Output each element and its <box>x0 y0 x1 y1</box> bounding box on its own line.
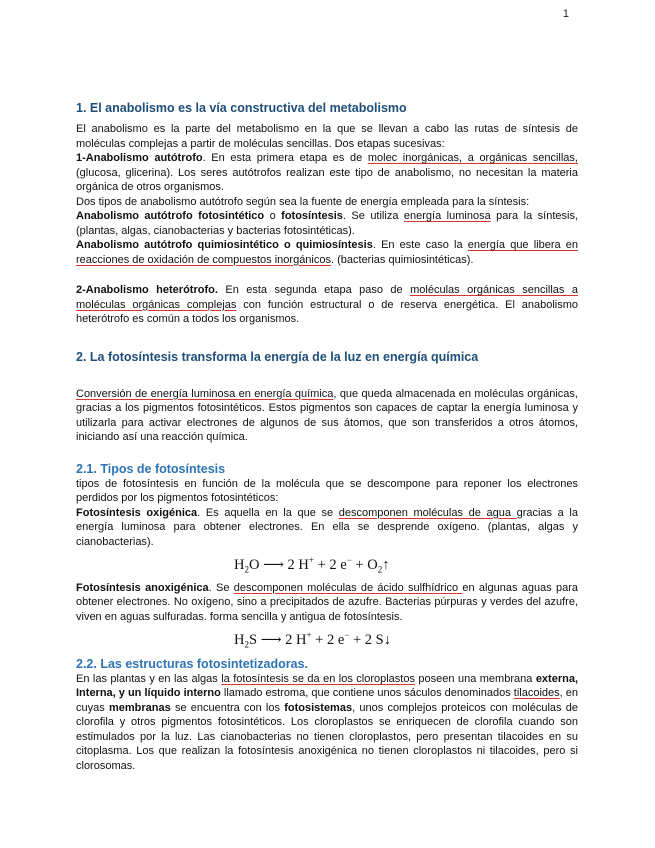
types-intro: tipos de fotosíntesis en función de la molécula que se descompone para reponer los electrones perdidos por los pigmentos fotosintéticos: <box>76 477 578 504</box>
page-number: 1 <box>562 8 569 20</box>
autotrophic-paragraph: 1-Anabolismo autótrofo. En esta primera etapa es de molec inorgánicas, a orgánicas sencillas, (glucosa, glicerina). Los seres autótrofos realizan este tipo de anabolismo, no necesitan la materia orgánica de otros organismos. <box>76 152 578 193</box>
underlined-text: descomponen moléculas de ácido sulfhídrico <box>233 581 463 594</box>
section-2-title: 2. La fotosíntesis transforma la energía de la luz en energía química <box>76 349 479 364</box>
photosynthetic-paragraph: Anabolismo autótrofo fotosintético o fotosíntesis. Se utiliza energía luminosa para la síntesis, (plantas, algas, cianobacterias y bacterias fotosintéticas). <box>76 210 578 237</box>
section-2-2-title: 2.2. Las estructuras fotosintetizadoras. <box>76 656 309 671</box>
heterotrophic-paragraph: 2-Anabolismo heterótrofo. En esta segunda etapa paso de moléculas orgánicas sencillas a moléculas orgánicas complejas con función estructural o de reserva energética. El anabolismo heterótrofo es común a todos los organismos. <box>76 284 578 325</box>
underlined-text: energía que libera en reacciones de oxidación de compuestos inorgánicos <box>76 239 578 266</box>
chemosynthetic-paragraph: Anabolismo autótrofo quimiosintético o quimiosíntesis. En este caso la energía que libera en reacciones de oxidación de compuestos inorgánicos. (bacterias quimiosintéticas). <box>76 239 578 266</box>
structures-paragraph: En las plantas y en las algas la fotosíntesis se da en los cloroplastos poseen una membrana externa, Interna, y un líquido interno llamado estroma, que contiene unos sáculos denominados tilacoides, en cuyas membranas se encuentra con los fotosistemas, unos complejos proteicos con moléculas de clorofila y otros pigmentos fotosintéticos. Los cloroplastos se enriquecen de clorofila cuando son estimulados por la luz. Las cianobacterias no tienen cloroplastos, pero presentan tilacoides en su citoplasma. Los que realizan la fotosíntesis anoxigénica no tienen cloroplastos ni tilacoides, pero si clorosomas. <box>76 672 579 772</box>
underlined-text: moléculas orgánicas sencillas a moléculas orgánicas complejas <box>76 284 578 311</box>
underlined-text: molec inorgánicas, a orgánicas sencillas, <box>367 152 578 164</box>
anabolism-intro: El anabolismo es la parte del metabolismo en la que se llevan a cabo las rutas de síntesis de moléculas complejas a partir de moléculas sencillas. Dos etapas sucesivas: <box>76 123 578 150</box>
underlined-text: la fotosíntesis se da en los cloroplastos <box>221 672 415 685</box>
heterotrophic-label: 2-Anabolismo heterótrofo. <box>76 284 218 296</box>
underlined-text: tilacoides <box>513 687 560 700</box>
underlined-text: descomponen moléculas de agua <box>338 506 517 519</box>
equation-water: $H_2O$ ⟶ 2 H+ + 2 $e^- + O_2↑$ <box>234 555 390 575</box>
anoxygenic-paragraph: Fotosíntesis anoxigénica. Se descomponen moléculas de ácido sulfhídrico en algunas aguas para obtener electrones. No oxígeno, sino a precipitados de azufre. Bacterias púrpuras y verdes del azufre, viven en aguas sulfuradas. forma sencilla y antigua de fotosíntesis. <box>76 581 579 623</box>
document-body <box>76 100 578 773</box>
equation-h2s: $H_2S$ ⟶ 2 H+ + 2 e− + 2 S↓ <box>234 630 391 650</box>
autotrophic-label: 1-Anabolismo autótrofo <box>76 152 203 164</box>
oxygenic-paragraph: Fotosíntesis oxigénica. Es aquella en la que se descomponen moléculas de agua gracias a la energía luminosa para obtener electrones. En ella se desprende oxígeno. (plantas, algas y cianobacterias). <box>76 506 578 548</box>
conversion-paragraph: Conversión de energía luminosa en energía química, que queda almacenada en moléculas orgánicas, gracias a los pigmentos fotosintéticos. Estos pigmentos son capaces de captar la energía luminosa y utilizarla para activar electrones de algunos de sus átomos, que son transferidos a otros átomos, iniciando así una reacción química. <box>76 387 578 443</box>
underlined-text: Conversión de energía luminosa en energía química <box>76 387 334 400</box>
section-1-title: 1. El anabolismo es la vía constructiva del metabolismo <box>76 101 407 115</box>
section-2-1-title: 2.1. Tipos de fotosíntesis <box>76 461 226 476</box>
two-types-line: Dos tipos de anabolismo autótrofo según sea la fuente de energía empleada para la síntesis: <box>76 195 530 208</box>
underlined-text: energía luminosa <box>403 210 491 222</box>
